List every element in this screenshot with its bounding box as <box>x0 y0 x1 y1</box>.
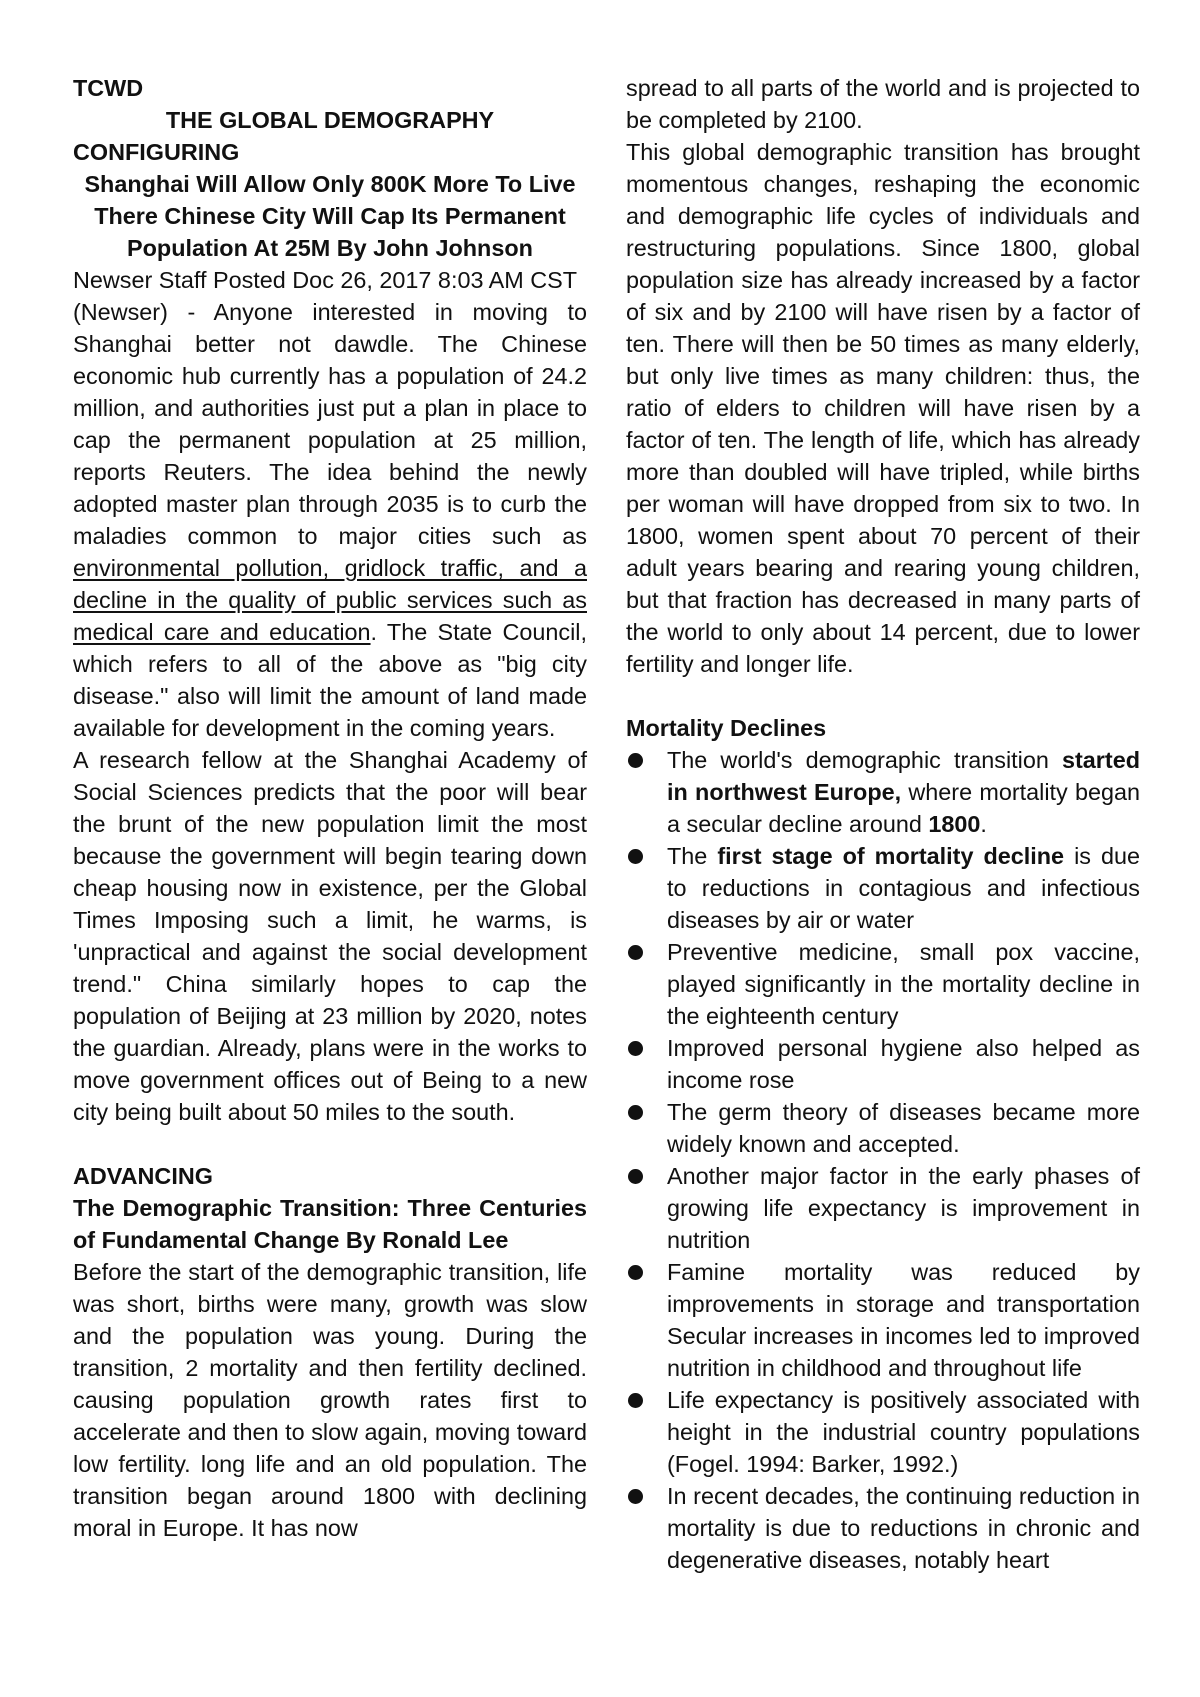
item-bold-year: 1800 <box>928 811 981 837</box>
underlined-text: environmental pollution, gridlock traffic, and a decline in the quality of public services such as medical care and education <box>73 555 587 645</box>
mortality-bullet-list <box>626 744 1140 1576</box>
item-bold-text: first stage of mortality decline <box>717 843 1065 869</box>
item-text: The germ theory of diseases became more widely known and accepted. <box>667 1099 1140 1157</box>
item-text: Famine mortality was reduced by improvements in storage and transportation Secular increases in incomes led to improved nutrition in childhood and throughout life <box>667 1259 1140 1381</box>
bullet-icon <box>628 849 643 864</box>
item-text: In recent decades, the continuing reduction in mortality is due to reductions in chronic and degenerative diseases, notably heart <box>667 1483 1140 1573</box>
bullet-icon <box>628 1041 643 1056</box>
bullet-icon <box>628 1265 643 1280</box>
item-text: Life expectancy is positively associated with height in the industrial country populations (Fogel. 1994: Barker, 1992.) <box>667 1387 1140 1477</box>
advancing-heading: ADVANCING <box>73 1163 213 1189</box>
paragraph-global-transition: This global demographic transition has brought momentous changes, reshaping the economic and demographic life cycles of individuals and restructuring populations. Since 1800, global population size has already increased by a factor of six and by 2100 will have risen by a factor of ten. There will then be 50 times as many elderly, but only live times as many children: thus, the ratio of elders to children will have risen by a factor of ten. The length of life, which has already more than doubled will have tripled, while births per woman will have dropped from six to two. In 1800, women spent about 70 percent of their adult years bearing and rearing young children, but that fraction has decreased in many parts of the world to only about 14 percent, due to lower fertility and longer life. <box>626 139 1140 677</box>
item-text: The world's demographic transition <box>667 747 1062 773</box>
item-text: . <box>980 811 987 837</box>
paragraph-shanghai <box>73 296 587 744</box>
bullet-icon <box>628 1169 643 1184</box>
left-column <box>73 72 587 1544</box>
item-bold-text: started in northwest Europe, <box>667 747 1140 805</box>
bullet-icon <box>628 1393 643 1408</box>
article-title-shanghai: Shanghai Will Allow Only 800K More To Live There Chinese City Will Cap Its Permanent Population At 25M By John Johnson <box>84 171 576 261</box>
section-subtitle: CONFIGURING <box>73 139 240 165</box>
list-item <box>626 1032 1140 1096</box>
item-text: The <box>667 843 718 869</box>
list-item <box>626 744 1140 840</box>
item-text: Preventive medicine, small pox vaccine, played significantly in the mortality decline in the eighteenth century <box>667 939 1140 1029</box>
course-code: TCWD <box>73 75 144 101</box>
list-item <box>626 1480 1140 1576</box>
section-title: THE GLOBAL DEMOGRAPHY <box>165 107 495 133</box>
spacer <box>626 680 1140 712</box>
list-item <box>626 1160 1140 1256</box>
paragraph-text: . The State Council, which refers to all of the above as "big city disease." also will limit the amount of land made available for development in the coming years. <box>73 619 587 741</box>
spacer <box>73 1128 587 1160</box>
paragraph-transition: Before the start of the demographic transition, life was short, births were many, growth was slow and the population was young. During the transition, 2 mortality and then fertility declined. causing population growth rates first to accelerate and then to slow again, moving toward low fertility. long life and an old population. The transition began around 1800 with declining moral in Europe. It has now <box>73 1259 587 1541</box>
list-item <box>626 936 1140 1032</box>
list-item <box>626 840 1140 936</box>
bullet-icon <box>628 1105 643 1120</box>
bullet-icon <box>628 945 643 960</box>
bullet-icon <box>628 753 643 768</box>
bullet-icon <box>628 1489 643 1504</box>
paragraph-research-fellow: A research fellow at the Shanghai Academy of Social Sciences predicts that the poor will bear the brunt of the new population limit the most because the government will begin tearing down cheap housing now in existence, per the Global Times Imposing such a limit, he warms, is 'unpractical and against the social development trend." China similarly hopes to cap the population of Beijing at 23 million by 2020, notes the guardian. Already, plans were in the works to move government offices out of Being to a new city being built about 50 miles to the south. <box>73 747 587 1125</box>
right-column <box>626 72 1140 1576</box>
list-item <box>626 1384 1140 1480</box>
mortality-heading: Mortality Declines <box>626 715 827 741</box>
article-byline: Newser Staff Posted Doc 26, 2017 8:03 AM CST <box>73 267 578 293</box>
list-item <box>626 1256 1140 1384</box>
list-item <box>626 1096 1140 1160</box>
item-text: Improved personal hygiene also helped as income rose <box>667 1035 1140 1093</box>
item-text: Another major factor in the early phases of growing life expectancy is improvement in nutrition <box>667 1163 1140 1253</box>
paragraph-continued: spread to all parts of the world and is projected to be completed by 2100. <box>626 75 1140 133</box>
item-text: where mortality began a secular decline around <box>667 779 1140 837</box>
article-title-transition: The Demographic Transition: Three Centuries of Fundamental Change By Ronald Lee <box>73 1195 587 1253</box>
item-text: is due to reductions in contagious and infectious diseases by air or water <box>667 843 1140 933</box>
paragraph-text: (Newser) - Anyone interested in moving to Shanghai better not dawdle. The Chinese economic hub currently has a population of 24.2 million, and authorities just put a plan in place to cap the permanent population at 25 million, reports Reuters. The idea behind the newly adopted master plan through 2035 is to curb the maladies common to major cities such as <box>73 299 587 549</box>
